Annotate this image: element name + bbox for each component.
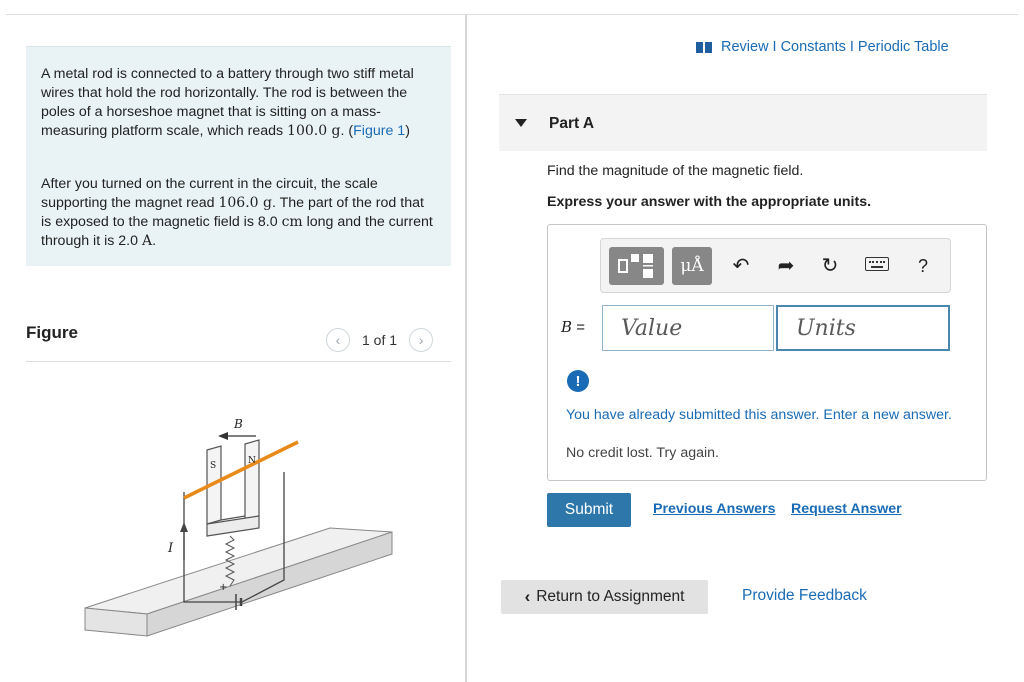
north-pole-label: N	[248, 456, 256, 466]
submit-button[interactable]: Submit	[547, 493, 631, 527]
redo-icon[interactable]: ➦	[777, 255, 795, 277]
alert-message: You have already submitted this answer. Enter a new answer.	[566, 407, 952, 423]
problem-paragraph-1	[41, 65, 436, 141]
prev-figure-button[interactable]	[326, 328, 350, 352]
panel-divider	[465, 14, 467, 682]
provide-feedback-link[interactable]: Provide Feedback	[742, 587, 867, 604]
value-input[interactable]	[602, 305, 774, 351]
question-text: Find the magnitude of the magnetic field.	[547, 163, 804, 179]
collapse-triangle-icon[interactable]	[515, 119, 527, 127]
chevron-left-icon: ‹	[335, 332, 341, 348]
chevron-left-icon: ‹	[524, 587, 531, 606]
top-rule	[6, 14, 1018, 15]
return-to-assignment-button[interactable]	[501, 580, 708, 614]
problem-text: A metal rod is connected to a battery through two stiff metal wires that hold the rod horizontally. The rod is between the poles of a horseshoe magnet that is sitting on a mass-measuring platform scale, which reads	[41, 66, 414, 139]
reset-icon[interactable]: ↻	[821, 255, 839, 277]
problem-text: long and the current through it is	[41, 214, 433, 249]
alert-icon: !	[567, 370, 589, 392]
chevron-right-icon: ›	[418, 332, 424, 348]
units-button[interactable]: μÅ	[672, 247, 712, 285]
part-a-header[interactable]	[499, 94, 987, 151]
metal-rod	[184, 442, 298, 498]
resource-links	[696, 39, 949, 55]
keyboard-icon[interactable]	[865, 257, 889, 271]
magnet-north-leg	[245, 440, 259, 520]
review-link[interactable]: Review	[721, 39, 769, 55]
templates-button[interactable]	[609, 247, 664, 285]
initial-mass: 100.0 g	[287, 123, 341, 139]
current-value: 2.0	[118, 233, 139, 249]
field-arrow-head	[218, 432, 228, 440]
current-label: I	[168, 541, 174, 556]
figure-link[interactable]: Figure 1	[353, 123, 406, 139]
answer-variable-label	[561, 318, 585, 336]
math-toolbar	[600, 238, 951, 293]
variable-symbol: B	[561, 318, 573, 336]
answer-box	[547, 224, 987, 481]
rod-length-unit: cm	[281, 214, 303, 230]
equals-sign: =	[576, 319, 585, 336]
problem-text: After you turned on the current in the circuit, the scale supporting the magnet read	[41, 176, 378, 211]
part-title: Part A	[549, 115, 595, 132]
link-separator: I	[849, 39, 854, 55]
problem-text: . (	[340, 123, 354, 139]
figure-title: Figure	[26, 323, 78, 342]
figure-pager	[326, 327, 433, 353]
alert-subtext: No credit lost. Try again.	[566, 445, 719, 461]
problem-text: )	[405, 123, 410, 139]
units-input[interactable]	[776, 305, 950, 351]
constants-link[interactable]: Constants	[780, 39, 846, 55]
pager-text: 1 of 1	[362, 332, 398, 348]
undo-icon[interactable]: ↶	[732, 255, 750, 277]
problem-paragraph-2	[41, 175, 436, 251]
problem-text: . The part of the rod that is exposed to the magnetic field is	[41, 195, 424, 230]
figure-rule	[26, 361, 451, 362]
request-answer-link[interactable]: Request Answer	[791, 501, 902, 517]
south-pole-label: S	[210, 461, 217, 471]
help-button[interactable]: ?	[917, 256, 928, 276]
current-unit: A	[141, 233, 153, 249]
problem-statement	[26, 46, 451, 266]
next-figure-button[interactable]	[409, 328, 433, 352]
current-arrow-head	[180, 522, 188, 532]
return-label: Return to Assignment	[536, 588, 685, 605]
battery-plus-label: +	[219, 582, 228, 593]
rod-length-value: 8.0	[257, 214, 278, 230]
templates-icon	[609, 247, 664, 285]
problem-text: .	[152, 233, 157, 249]
book-icon	[696, 42, 712, 53]
final-mass: 106.0 g	[218, 195, 272, 211]
periodic-table-link[interactable]: Periodic Table	[857, 39, 949, 55]
link-separator: I	[772, 39, 777, 55]
field-label: B	[234, 417, 243, 431]
magnet-rod-figure	[80, 410, 400, 650]
previous-answers-link[interactable]: Previous Answers	[653, 501, 776, 517]
instruction-text: Express your answer with the appropriate units.	[547, 194, 872, 210]
